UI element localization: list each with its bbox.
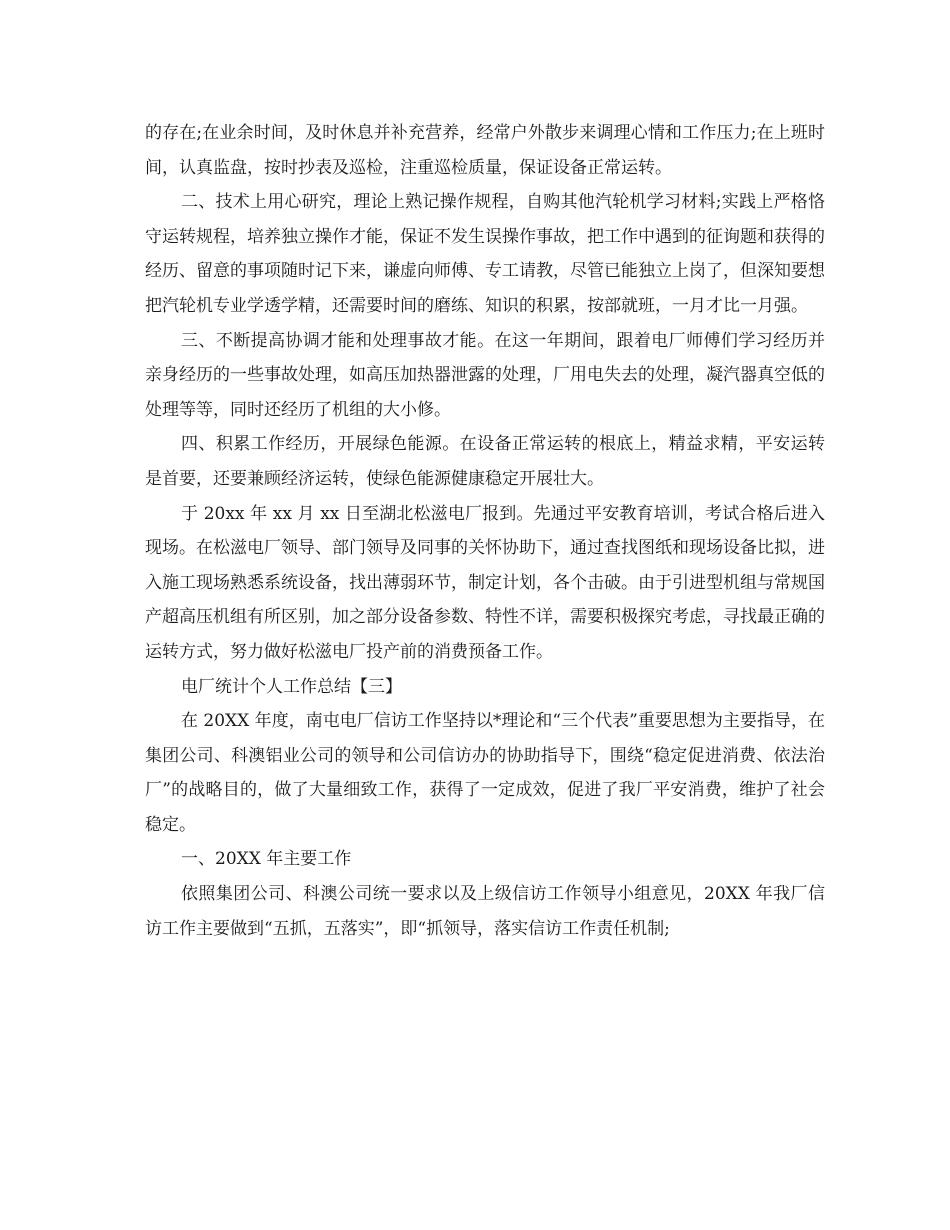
paragraph-five-grasps: 依照集团公司、科澳公司统一要求以及上级信访工作领导小组意见，20XX 年我厂信访工作主要做到“五抓，五落实”，即“抓领导，落实信访工作责任机制; [145, 884, 825, 939]
paragraph-continuation: 的存在;在业余时间，及时休息并补充营养，经常户外散步来调理心情和工作压力;在上班时间，认真监盘，按时抄表及巡检，注重巡检质量，保证设备正常运转。 [145, 123, 825, 178]
paragraph-petition-overview: 在 20XX 年度，南屯电厂信访工作坚持以*理论和“三个代表”重要思想为主要指导，在集团公司、科澳铝业公司的领导和公司信访办的协助指导下，围绕“稳定促进消费、依法治厂”的战略目的，做了大量细致工作，获得了一定成效，促进了我厂平安消费，维护了社会稳定。 [145, 711, 825, 835]
paragraph-green-energy: 四、积累工作经历，开展绿色能源。在设备正常运转的根底上，精益求精，平安运转是首要，还要兼顾经济运转，使绿色能源健康稳定开展壮大。 [145, 434, 825, 489]
paragraph-songzi-report: 于 20xx 年 xx 月 xx 日至湖北松滋电厂报到。先通过平安教育培训，考试合格后进入现场。在松滋电厂领导、部门领导及同事的关怀协助下，通过查找图纸和现场设备比拟，进入施工现场熟悉系统设备，找出薄弱环节，制定计划，各个击破。由于引进型机组与常规国产超高压机组有所区别，加之部分设备参数、特性不详，需要积极探究考虑，寻找最正确的运转方式，努力做好松滋电厂投产前的消费预备工作。 [145, 503, 825, 662]
document-body [145, 116, 825, 946]
paragraph-coordination-ability: 三、不断提高协调才能和处理事故才能。在这一年期间，跟着电厂师傅们学习经历并亲身经历的一些事故处理，如高压加热器泄露的处理，厂用电失去的处理，凝汽器真空低的处理等等，同时还经历了机组的大小修。 [145, 330, 825, 420]
paragraph-technical-study: 二、技术上用心研究，理论上熟记操作规程，自购其他汽轮机学习材料;实践上严格恪守运转规程，培养独立操作才能，保证不发生误操作事故，把工作中遇到的征询题和获得的经历、留意的事项随时记下来，谦虚向师傅、专工请教，尽管已能独立上岗了，但深知要想把汽轮机专业学透学精，还需要时间的磨练、知识的积累，按部就班，一月才比一月强。 [145, 192, 825, 316]
section-heading-summary-three: 电厂统计个人工作总结【三】 [181, 676, 402, 697]
section-heading-main-work: 一、20XX 年主要工作 [181, 849, 352, 870]
